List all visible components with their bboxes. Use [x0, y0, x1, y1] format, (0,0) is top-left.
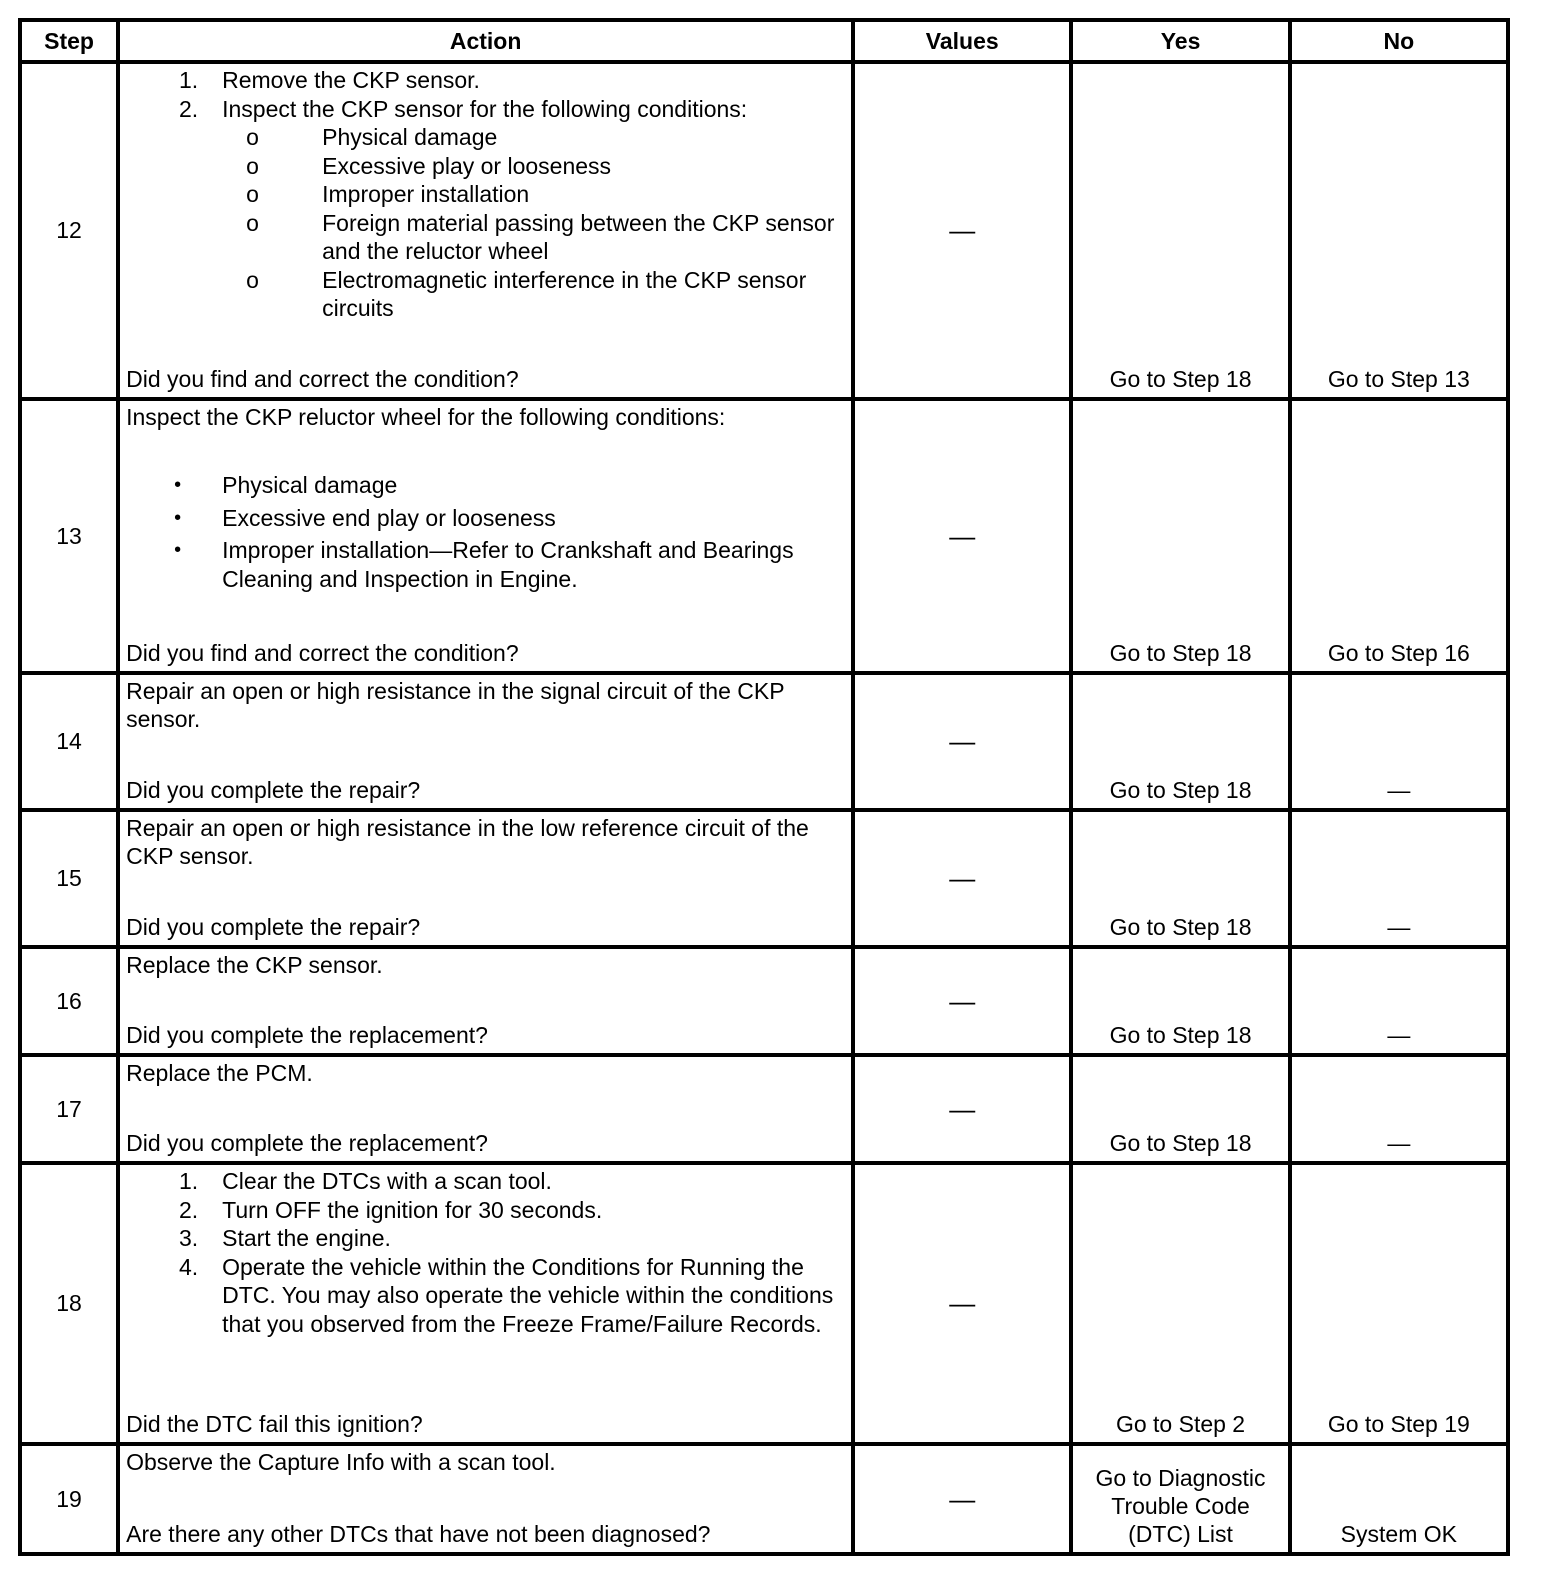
yes-cell: Go to Step 2 — [1071, 1163, 1289, 1444]
step-number: 14 — [20, 673, 118, 810]
action-cell — [118, 1444, 853, 1554]
bullet-marker: o — [246, 266, 259, 293]
condition-text: Excessive play or looseness — [322, 152, 612, 179]
list-item — [126, 66, 847, 95]
yes-cell: Go to Step 18 — [1071, 810, 1289, 947]
instruction-text: Replace the CKP sensor. — [126, 952, 383, 978]
list-item — [126, 152, 847, 181]
table-row — [20, 947, 1508, 1055]
condition-list — [126, 123, 847, 323]
values-cell: — — [853, 62, 1071, 399]
no-cell: Go to Step 13 — [1290, 62, 1508, 399]
table-row — [20, 1055, 1508, 1163]
numbered-steps — [126, 66, 847, 123]
action-cell — [118, 62, 853, 399]
list-item — [126, 180, 847, 209]
question-text: Did you complete the repair? — [126, 777, 421, 803]
step-text: Clear the DTCs with a scan tool. — [222, 1168, 552, 1194]
list-item — [126, 1224, 847, 1253]
action-cell — [118, 947, 853, 1055]
bullet-marker: • — [174, 474, 182, 496]
table-row — [20, 673, 1508, 810]
values-cell: — — [853, 673, 1071, 810]
step-num: 2. — [178, 1196, 199, 1223]
step-num: 2. — [178, 95, 199, 122]
values-cell: — — [853, 810, 1071, 947]
values-cell: — — [853, 947, 1071, 1055]
no-cell: Go to Step 16 — [1290, 399, 1508, 673]
condition-text: Physical damage — [222, 472, 398, 498]
step-number: 18 — [20, 1163, 118, 1444]
bullet-marker: o — [246, 209, 259, 236]
yes-cell: Go to Step 18 — [1071, 947, 1289, 1055]
instruction-text: Observe the Capture Info with a scan tool. — [126, 1449, 556, 1475]
values-cell: — — [853, 1163, 1071, 1444]
step-num: 4. — [178, 1253, 199, 1280]
bullet-marker: • — [174, 539, 182, 561]
no-cell: System OK — [1290, 1444, 1508, 1554]
list-item — [126, 471, 847, 500]
condition-text: Physical damage — [322, 124, 498, 150]
question-text: Did the DTC fail this ignition? — [126, 1411, 423, 1437]
condition-text: Excessive end play or looseness — [222, 504, 556, 531]
question-text: Did you complete the replacement? — [126, 1022, 488, 1048]
header-row — [20, 20, 1508, 62]
diagnostic-table — [18, 18, 1510, 1556]
step-number: 12 — [20, 62, 118, 399]
yes-cell: Go to Diagnostic Trouble Code (DTC) List — [1071, 1444, 1289, 1554]
instruction-text: Repair an open or high resistance in the signal circuit of the CKP sensor. — [126, 678, 785, 732]
no-cell: — — [1290, 1055, 1508, 1163]
no-cell: — — [1290, 673, 1508, 810]
action-cell — [118, 810, 853, 947]
step-text: Operate the vehicle within the Conditions for Running the DTC. You may also operate the vehicle within the conditions that you observed from the Freeze Frame/Failure Records. — [222, 1253, 834, 1337]
instruction-text: Inspect the CKP reluctor wheel for the following conditions: — [126, 404, 726, 430]
step-num: 1. — [178, 1168, 199, 1194]
question-text: Did you complete the replacement? — [126, 1130, 488, 1156]
question-text: Did you find and correct the condition? — [126, 366, 519, 392]
numbered-steps — [126, 1167, 847, 1338]
header-values: Values — [853, 20, 1071, 62]
step-num: 1. — [178, 67, 199, 93]
question-text: Did you find and correct the condition? — [126, 640, 519, 666]
condition-list — [126, 471, 847, 593]
bullet-marker: o — [246, 181, 259, 207]
condition-text: Improper installation — [322, 181, 530, 207]
list-item — [126, 266, 847, 323]
step-number: 13 — [20, 399, 118, 673]
list-item — [126, 95, 847, 124]
no-cell: Go to Step 19 — [1290, 1163, 1508, 1444]
list-item — [126, 209, 847, 266]
list-item — [126, 1196, 847, 1225]
list-item — [126, 536, 847, 593]
question-text: Are there any other DTCs that have not been diagnosed? — [126, 1521, 711, 1547]
table-row — [20, 1444, 1508, 1554]
table-row — [20, 1163, 1508, 1444]
action-cell — [118, 1163, 853, 1444]
header-step: Step — [20, 20, 118, 62]
condition-text: Foreign material passing between the CKP sensor and the reluctor wheel — [322, 209, 835, 264]
question-text: Did you complete the repair? — [126, 914, 421, 940]
list-item — [126, 1253, 847, 1339]
list-item — [126, 1167, 847, 1196]
table-row — [20, 62, 1508, 399]
step-text: Start the engine. — [222, 1225, 391, 1251]
yes-cell: Go to Step 18 — [1071, 62, 1289, 399]
action-cell — [118, 673, 853, 810]
instruction-text: Repair an open or high resistance in the low reference circuit of the CKP sensor. — [126, 815, 809, 869]
yes-cell: Go to Step 18 — [1071, 1055, 1289, 1163]
step-text: Remove the CKP sensor. — [222, 67, 480, 93]
action-cell — [118, 1055, 853, 1163]
step-text: Turn OFF the ignition for 30 seconds. — [222, 1196, 603, 1223]
table-row — [20, 810, 1508, 947]
list-item — [126, 123, 847, 152]
step-number: 15 — [20, 810, 118, 947]
condition-text: Electromagnetic interference in the CKP sensor circuits — [322, 266, 807, 321]
values-cell: — — [853, 399, 1071, 673]
bullet-marker: • — [174, 506, 182, 529]
list-item — [126, 504, 847, 533]
header-action: Action — [118, 20, 853, 62]
step-number: 17 — [20, 1055, 118, 1163]
values-cell: — — [853, 1444, 1071, 1554]
instruction-text: Replace the PCM. — [126, 1060, 313, 1086]
values-cell: — — [853, 1055, 1071, 1163]
step-num: 3. — [178, 1225, 199, 1251]
table-row — [20, 399, 1508, 673]
action-cell — [118, 399, 853, 673]
header-yes: Yes — [1071, 20, 1289, 62]
no-cell: — — [1290, 947, 1508, 1055]
no-cell: — — [1290, 810, 1508, 947]
bullet-marker: o — [246, 152, 259, 179]
condition-text: Improper installation—Refer to Crankshaft and Bearings Cleaning and Inspection in Engine. — [222, 537, 794, 592]
step-text: Inspect the CKP sensor for the following conditions: — [222, 95, 748, 122]
step-number: 19 — [20, 1444, 118, 1554]
yes-cell: Go to Step 18 — [1071, 673, 1289, 810]
header-no: No — [1290, 20, 1508, 62]
bullet-marker: o — [246, 124, 259, 150]
step-number: 16 — [20, 947, 118, 1055]
yes-cell: Go to Step 18 — [1071, 399, 1289, 673]
